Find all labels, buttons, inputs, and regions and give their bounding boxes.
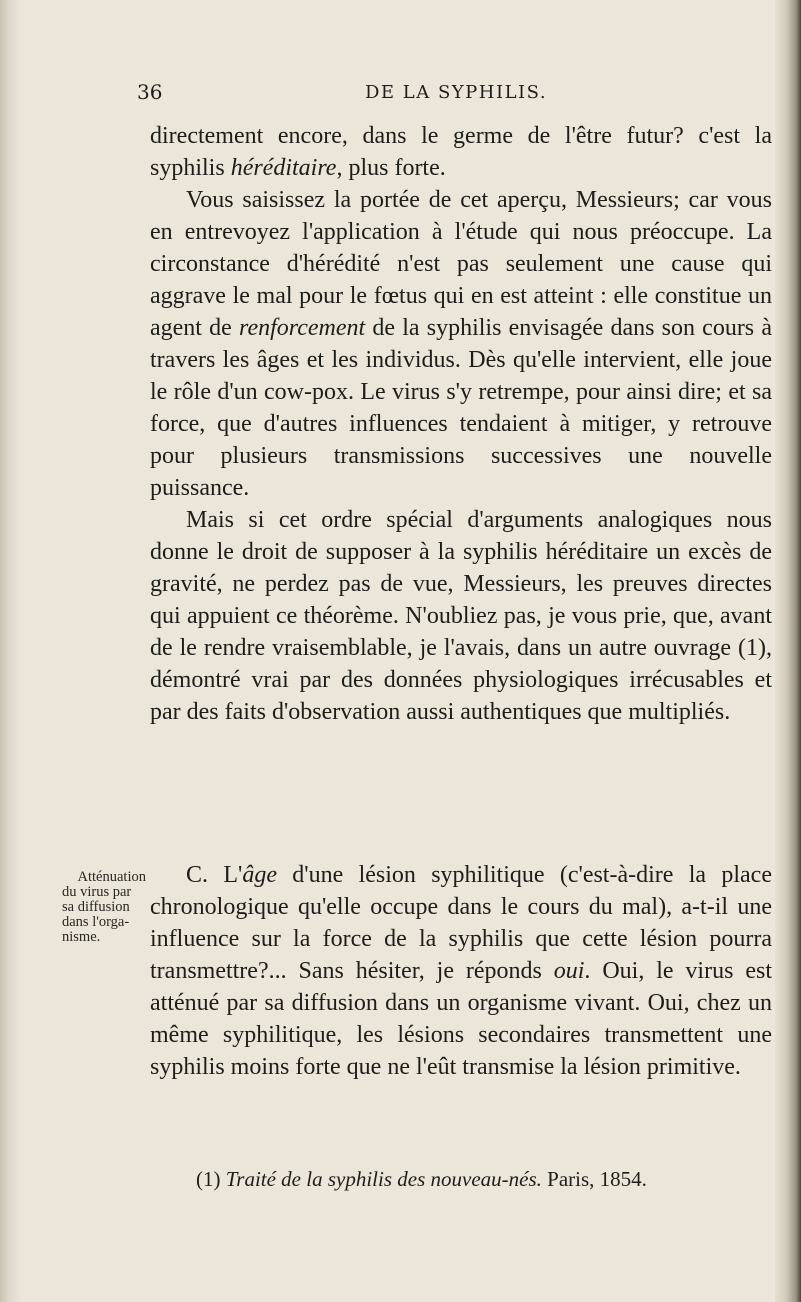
footnote-marker: (1) [196,1167,221,1191]
margin-note-line: nisme. [62,929,101,945]
running-head: DE LA SYPHILIS. [365,82,548,103]
margin-note-line: du virus par [62,884,132,900]
margin-note-line: Atténuation [77,869,146,885]
paragraph-1: directement encore, dans le germe de l'être futur? c'est la syphilis héréditaire, plus forte. [150,123,772,181]
page-left-edge [0,0,22,1302]
section-c-label: C. L' [186,862,243,888]
margin-note-line: sa diffusion [62,899,130,915]
margin-note-line: dans l'orga- [62,914,130,930]
emphasis-oui: oui [553,958,585,984]
paragraph-3: Mais si cet ordre spécial d'arguments analogiques nous donne le droit de supposer à la syphilis héréditaire un excès de gravité, ne perdez pas de vue, Messieurs, les preuves directes qui appuient ce théorème. N'oubliez pas, je vous prie, que, avant de le rendre vraisemblable, je l'avais, dans un autre ouvrage (1), démontré vrai par des données physiologiques irrécusables et par des faits d'observation aussi authentiques que multipliés. [150,507,772,725]
paragraph-section-c: C. L'âge d'une lésion syphilitique (c'est-à-dire la place chronologique qu'elle occupe dans le cours du mal), a-t-il une influence sur la force de la syphilis que cette lésion pourra transmettre?... Sans hésiter, je réponds oui. Oui, le virus est atténué par sa diffusion dans un organisme vivant. Oui, chez un même syphilitique, les lésions secondaires transmettent une syphilis moins forte que ne l'eût transmise la lésion primitive. [150,862,772,1080]
section-c [150,859,772,1083]
main-text [150,120,772,728]
paragraph-2: Vous saisissez la portée de cet aperçu, Messieurs; car vous en entrevoyez l'application à l'étude qui nous préoccupe. La circonstance d'hérédité n'est pas seulement une cause qui aggrave le mal pour le fœtus qui en est atteint : elle constitue un agent de renforcement de la syphilis envisagée dans son cours à travers les âges et les individus. Dès qu'elle intervient, elle joue le rôle d'un cow-pox. Le virus s'y retrempe, pour ainsi dire; et sa force, que d'autres influences tendaient à mitiger, y retrouve pour plusieurs transmissions successives une nouvelle puissance. [150,187,772,501]
emphasis-renforcement: renforcement [239,315,366,341]
footnote [196,1167,756,1192]
footnote-text: Paris, 1854. [541,1167,647,1191]
page-right-edge [775,0,801,1302]
footnote-title: Traité de la syphilis des nouveau-nés. [225,1167,542,1191]
page-header [0,80,801,110]
page-number: 36 [137,80,163,104]
margin-note [62,870,146,945]
emphasis-age: âge [242,862,277,888]
emphasis-hereditaire: héréditaire [230,155,337,181]
